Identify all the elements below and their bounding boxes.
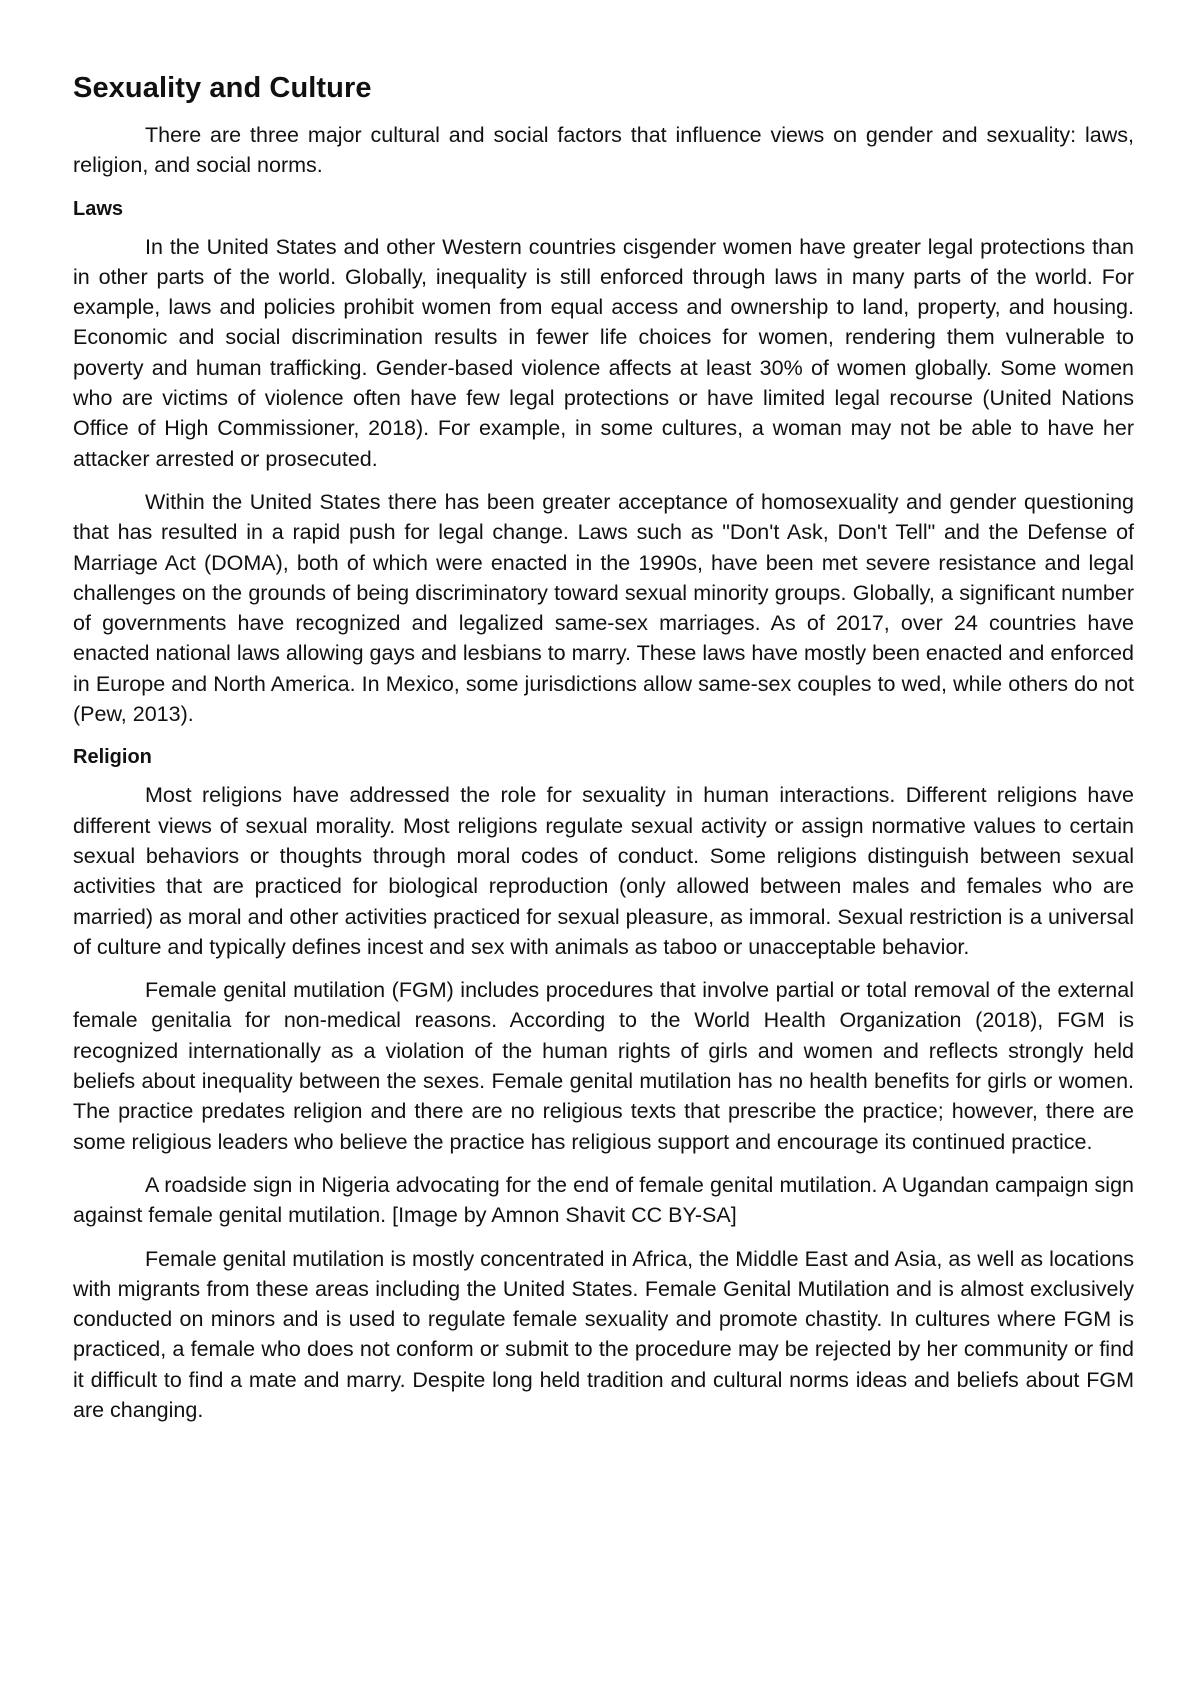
intro-paragraph: There are three major cultural and social factors that influence views on gender and sexuality: laws, religion, and social norms.: [73, 123, 1134, 178]
page-title: Sexuality and Culture: [73, 72, 372, 104]
laws-paragraph-2: Within the United States there has been greater acceptance of homosexuality and gender questioning that has resulted in a rapid push for legal change. Laws such as "Don't Ask, Don't Tell" and the Defense of Marriage Act (DOMA), both of which were enacted in the 1990s, have been met severe resistance and legal challenges on the grounds of being discriminatory toward sexual minority groups. Globally, a significant number of governments have recognized and legalized same-sex marriages. As of 2017, over 24 countries have enacted national laws allowing gays and lesbians to marry. These laws have mostly been enacted and enforced in Europe and North America. In Mexico, some jurisdictions allow same-sex couples to wed, while others do not (Pew, 2013).: [73, 489, 1134, 727]
laws-paragraph-1: In the United States and other Western countries cisgender women have greater legal protections than in other parts of the world. Globally, inequality is still enforced through laws in many parts of the world. For example, laws and policies prohibit women from equal access and ownership to land, property, and housing. Economic and social discrimination results in fewer life choices for women, rendering them vulnerable to poverty and human trafficking. Gender-based violence affects at least 30% of women globally. Some women who are victims of violence often have few legal protections or have limited legal recourse (United Nations Office of High Commissioner, 2018). For example, in some cultures, a woman may not be able to have her attacker arrested or prosecuted.: [73, 234, 1134, 471]
religion-paragraph-2: Female genital mutilation (FGM) includes procedures that involve partial or total removal of the external female genitalia for non-medical reasons. According to the World Health Organization (2018), FGM is recognized internationally as a violation of the human rights of girls and women and reflects strongly held beliefs about inequality between the sexes. Female genital mutilation has no health benefits for girls or women. The practice predates religion and there are no religious texts that prescribe the practice; however, there are some religious leaders who believe the practice has religious support and encourage its continued practice.: [73, 978, 1134, 1154]
image-caption-paragraph: A roadside sign in Nigeria advocating for the end of female genital mutilation. A Ugandan campaign sign against female genital mutilation. [Image by Amnon Shavit CC BY-SA]: [73, 1172, 1134, 1228]
document-page: [73, 70, 1134, 1438]
section-heading-laws: Laws: [73, 197, 124, 220]
religion-section: [73, 742, 1134, 1425]
religion-paragraph-4: Female genital mutilation is mostly concentrated in Africa, the Middle East and Asia, as well as locations with migrants from these areas including the United States. Female Genital Mutilation and is almost exclusively conducted on minors and is used to regulate female sexuality and promote chastity. In cultures where FGM is practiced, a female who does not conform or submit to the procedure may be rejected by her community or find it difficult to find a mate and marry. Despite long held tradition and cultural norms ideas and beliefs about FGM are changing.: [73, 1246, 1134, 1422]
religion-paragraph-1: Most religions have addressed the role for sexuality in human interactions. Different religions have different views of sexual morality. Most religions regulate sexual activity or assign normative values to certain sexual behaviors or thoughts through moral codes of conduct. Some religions distinguish between sexual activities that are practiced for biological reproduction (only allowed between males and females who are married) as moral and other activities practiced for sexual pleasure, as immoral. Sexual restriction is a universal of culture and typically defines incest and sex with animals as taboo or unacceptable behavior.: [73, 783, 1134, 959]
laws-section: [73, 194, 1134, 730]
section-heading-religion: Religion: [73, 746, 152, 769]
